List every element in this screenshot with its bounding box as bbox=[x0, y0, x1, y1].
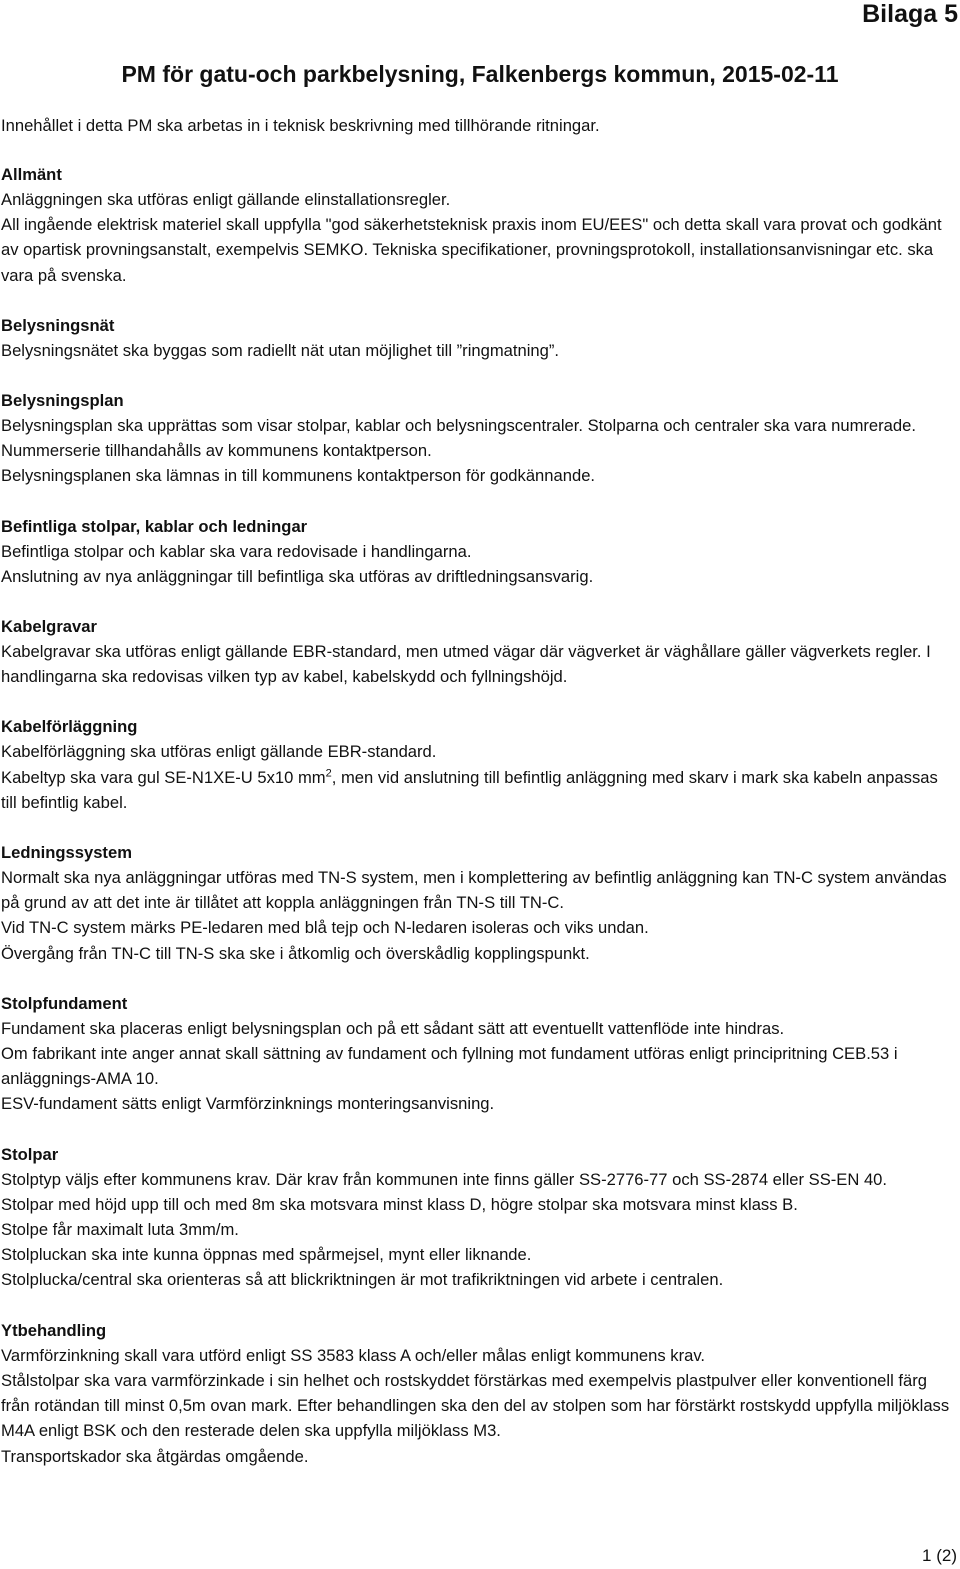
paragraph: Belysningsplan ska upprättas som visar stolpar, kablar och belysningscentraler. Stolparna och centraler ska vara numrerade. Nummerserie tillhandahålls av kommunens kontaktperson. bbox=[1, 416, 916, 461]
intro-text: Innehållet i detta PM ska arbetas in i teknisk beskrivning med tillhörande ritningar. bbox=[1, 116, 600, 135]
section-stolpar bbox=[1, 1142, 956, 1293]
section-ytbehandling bbox=[1, 1318, 956, 1469]
document-body bbox=[1, 162, 956, 1494]
section-heading: Ytbehandling bbox=[1, 1320, 107, 1340]
page-number: 1 (2) bbox=[922, 1546, 957, 1565]
paragraph: Kabelförläggning ska utföras enligt gällande EBR-standard. bbox=[1, 742, 437, 762]
cable-type-paragraph bbox=[1, 765, 956, 815]
section-stolpfundament bbox=[1, 991, 956, 1117]
section-heading: Kabelförläggning bbox=[1, 717, 138, 737]
document-title: PM för gatu-och parkbelysning, Falkenbergs kommun, 2015-02-11 bbox=[121, 61, 839, 87]
paragraph: All ingående elektrisk materiel skall uppfylla "god säkerhetsteknisk praxis inom EU/EES" och detta skall vara provat och godkänt av opartisk provningsanstalt, exempelvis SEMKO. Tekniska specifikationer, provningsprotokoll, installationsanvisningar etc. ska vara på svenska. bbox=[1, 215, 942, 285]
paragraph: Transportskador ska åtgärdas omgående. bbox=[1, 1446, 309, 1466]
section-heading: Stolpfundament bbox=[1, 993, 128, 1013]
paragraph: Stolpe får maximalt luta 3mm/m. bbox=[1, 1220, 239, 1240]
paragraph: Belysningsnätet ska byggas som radiellt nät utan möjlighet till ”ringmatning”. bbox=[1, 340, 560, 360]
paragraph: Om fabrikant inte anger annat skall sättning av fundament och fyllning mot fundament utföras enligt principritning CEB.53 i anläggnings-AMA 10. bbox=[1, 1044, 898, 1089]
paragraph: Kabelgravar ska utföras enligt gällande EBR-standard, men utmed vägar där vägverket är väghållare gäller vägverkets regler. I handlingarna ska redovisas vilken typ av kabel, kabelskydd och fyllningshöjd. bbox=[1, 642, 931, 687]
paragraph: Befintliga stolpar och kablar ska vara redovisade i handlingarna. bbox=[1, 541, 472, 561]
paragraph: Belysningsplanen ska lämnas in till kommunens kontaktperson för godkännande. bbox=[1, 466, 596, 486]
superscript: 2 bbox=[325, 767, 332, 780]
paragraph: Anslutning av nya anläggningar till befintliga ska utföras av driftledningsansvarig. bbox=[1, 566, 594, 586]
section-heading: Belysningsnät bbox=[1, 315, 115, 335]
section-heading: Befintliga stolpar, kablar och ledningar bbox=[1, 516, 308, 536]
section-heading: Belysningsplan bbox=[1, 391, 124, 411]
section-allmant bbox=[1, 162, 956, 288]
section-belysningsplan bbox=[1, 388, 956, 489]
section-heading: Kabelgravar bbox=[1, 617, 97, 637]
section-kabelforlaggning bbox=[1, 714, 956, 815]
section-heading: Stolpar bbox=[1, 1144, 59, 1164]
paragraph: Stolpar med höjd upp till och med 8m ska motsvara minst klass D, högre stolpar ska motsvara minst klass B. bbox=[1, 1194, 798, 1214]
paragraph: Vid TN-C system märks PE-ledaren med blå tejp och N-ledaren isoleras och viks undan. bbox=[1, 918, 649, 938]
section-heading: Allmänt bbox=[1, 165, 62, 184]
cable-type-text-rest: , men vid anslutning till befintlig anläggning med skarv i mark ska kabeln anpassas till befintlig kabel. bbox=[1, 767, 938, 812]
paragraph: Fundament ska placeras enligt belysningsplan och på ett sådant sätt att eventuellt vattenflöde inte hindras. bbox=[1, 1018, 785, 1038]
section-belysningsnat bbox=[1, 313, 956, 363]
paragraph: Övergång från TN-C till TN-S ska ske i åtkomlig och överskådlig kopplingspunkt. bbox=[1, 943, 590, 963]
paragraph: Anläggningen ska utföras enligt gällande elinstallationsregler. bbox=[1, 190, 451, 209]
paragraph: Normalt ska nya anläggningar utföras med TN-S system, men i komplettering av befintlig anläggning kan TN-C system användas på grund av att det inte är tillåtet att koppla anläggningen från TN-S till TN-C. bbox=[1, 868, 947, 913]
cable-type-text: Kabeltyp ska vara gul SE-N1XE-U 5x10 mm bbox=[1, 767, 326, 787]
paragraph: Varmförzinkning skall vara utförd enligt SS 3583 klass A och/eller målas enligt kommunens krav. bbox=[1, 1345, 706, 1365]
section-kabelgravar bbox=[1, 614, 956, 689]
paragraph: Stålstolpar ska vara varmförzinkade i sin helhet och rostskyddet förstärkas med exempelvis plastpulver eller konventionell färg från rotändan till minst 0,5m ovan mark. Efter behandlingen ska den del av stolpen som har förstärkt rostskydd uppfylla miljöklass M4A enligt BSK och den resterade delen ska uppfylla miljöklass M3. bbox=[1, 1370, 950, 1441]
section-befintliga bbox=[1, 514, 956, 589]
section-heading: Ledningssystem bbox=[1, 843, 132, 863]
paragraph: Stolplucka/central ska orienteras så att blickriktningen är mot trafikriktningen vid arbete i centralen. bbox=[1, 1270, 724, 1290]
annex-label: Bilaga 5 bbox=[862, 0, 958, 28]
paragraph: Stolpluckan ska inte kunna öppnas med spårmejsel, mynt eller liknande. bbox=[1, 1245, 532, 1265]
paragraph: Stolptyp väljs efter kommunens krav. Där krav från kommunen inte finns gäller SS-2776-77 och SS-2874 eller SS-EN 40. bbox=[1, 1169, 888, 1189]
section-ledningssystem bbox=[1, 840, 956, 966]
paragraph: ESV-fundament sätts enligt Varmförzinknings monteringsanvisning. bbox=[1, 1094, 495, 1114]
